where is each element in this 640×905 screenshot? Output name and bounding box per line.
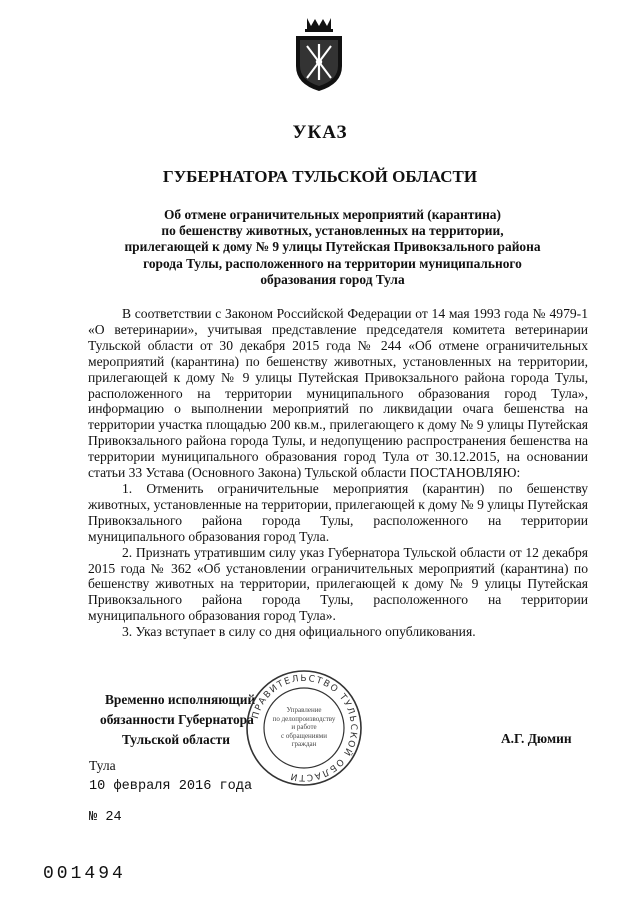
clause-1: 1. Отменить ограничительные мероприятия (карантин) по бешенству животных, установленные на территории, прилегающей к дому № 9 улицы Путейская Привокзального района города Тулы, расположенного на территории муниципального образования город Тула. [88, 480, 588, 544]
document-title: УКАЗ [292, 122, 348, 143]
heading-line: Об отмене ограничительных мероприятий (карантина) [164, 207, 501, 222]
stamp-line: Управление [286, 706, 322, 714]
stamp-line: и работе [291, 723, 317, 732]
heading-line: по бешенству животных, установленных на территории, [161, 223, 504, 239]
position-line: Временно исполняющий [105, 692, 256, 707]
signatory-name: А.Г. Дюмин [501, 731, 572, 746]
clause-2: 2. Признать утратившим силу указ Губернатора Тульской области от 12 декабря 2015 года № 362 «Об установлении ограничительных мероприятий (карантина) по бешенству животных на территории, прилегающей к дому № 9 улицы Путейская Привокзального района города Тулы, расположенного на территории муниципального образования город Тула». [88, 544, 588, 624]
decree-body [88, 306, 588, 640]
serial-number: 001494 [43, 864, 126, 884]
heading-line: образования город Тула [260, 271, 405, 287]
heading-line: прилегающей к дому № 9 улицы Путейская Привокзального района [124, 239, 541, 255]
position-line: Тульской области [122, 732, 230, 747]
stamp-center-text [266, 706, 342, 749]
document-subtitle: ГУБЕРНАТОРА ТУЛЬСКОЙ ОБЛАСТИ [162, 167, 478, 186]
date-line: 10 февраля 2016 года [89, 779, 253, 794]
heading-line: города Тулы, расположенного на территории муниципального [143, 255, 522, 271]
stamp-line: с обращениями [281, 731, 327, 740]
stamp-ring-text: ПРАВИТЕЛЬСТВО ТУЛЬСКОЙ ОБЛАСТИ [250, 673, 359, 783]
city-line: Тула [89, 758, 116, 773]
stamp-line: граждан [291, 740, 317, 749]
stamp-line: по делопроизводству [272, 714, 336, 723]
coat-of-arms-icon [293, 14, 345, 94]
decree-number: № 24 [89, 810, 122, 825]
position-line: обязанности Губернатора [100, 712, 254, 727]
decree-heading [90, 207, 575, 288]
clause-3: 3. Указ вступает в силу со дня официального опубликования. [122, 624, 476, 640]
preamble-paragraph: В соответствии с Законом Российской Федерации от 14 мая 1993 года № 4979-1 «О ветеринарии», учитывая представление председателя комитета ветеринарии Тульской области от 30 декабря 2015 года № 244 «Об отмене ограничительных мероприятий (карантина) по бешенству животных, установленных на территории, прилегающей к дому № 9 улицы Путейская Привокзального района города Тулы, расположенного на территории муниципального образования город Тула», информацию о выполнении мероприятий по ликвидации очага бешенства на территории участка площадью 200 кв.м., прилегающего к дому № 9 улицы Путейская Привокзального района города Тулы, и недопущению распространения бешенства на территории муниципального образования город Тула от 30.12.2015, на основании статьи 33 Устава (Основного Закона) Тульской области ПОСТАНОВЛЯЮ: [88, 306, 588, 481]
signatory-position [100, 690, 255, 750]
